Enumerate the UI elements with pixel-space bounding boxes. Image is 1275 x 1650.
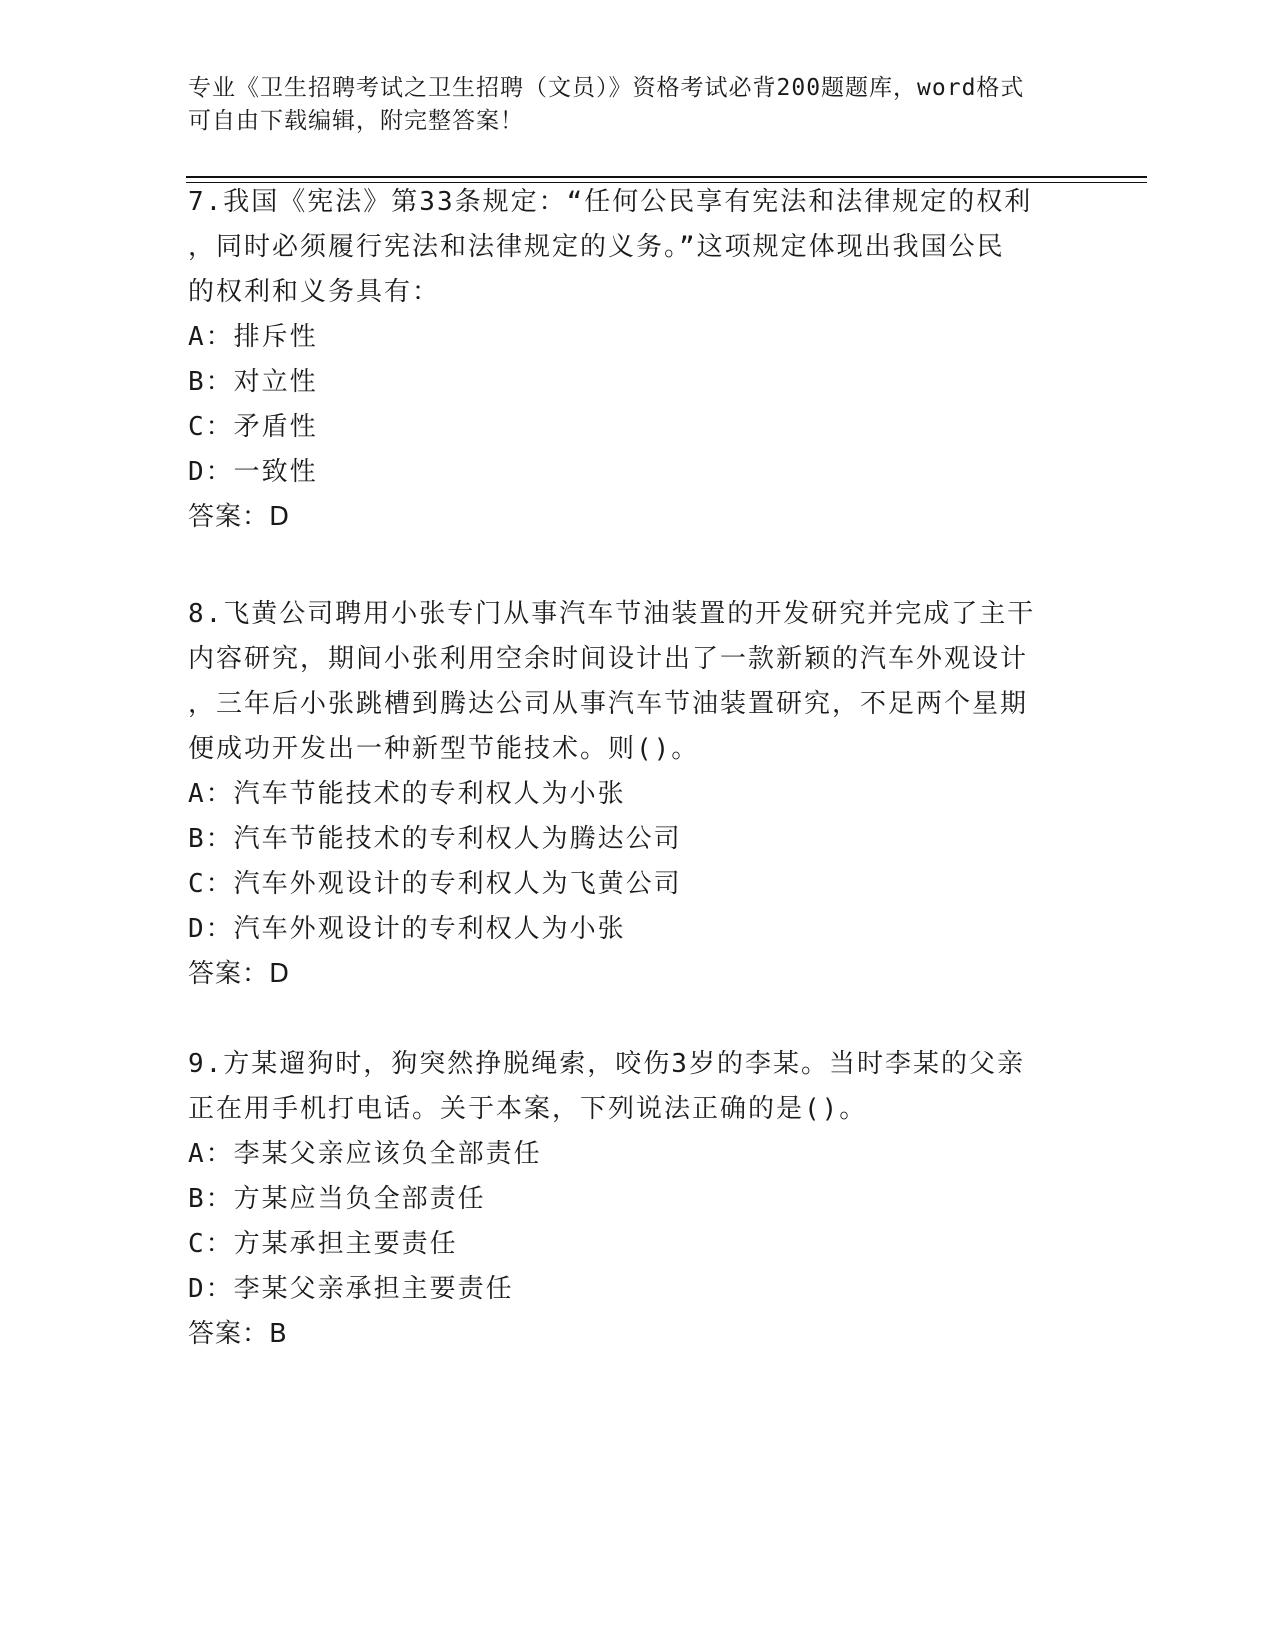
option-a: A：李某父亲应该负全部责任	[188, 1139, 542, 1169]
header-line: 专业《卫生招聘考试之卫生招聘（文员）》资格考试必背200题题库，word格式	[188, 75, 1025, 101]
option-b: B：对立性	[188, 367, 318, 397]
question-text-line: 内容研究，期间小张利用空余时间设计出了一款新颖的汽车外观设计	[188, 644, 1029, 674]
question-block	[188, 592, 1088, 997]
question-text-line: 便成功开发出一种新型节能技术。则()。	[188, 734, 700, 764]
question-block	[188, 180, 1088, 540]
option-b: B：汽车节能技术的专利权人为腾达公司	[188, 824, 682, 854]
option-c: C：方某承担主要责任	[188, 1229, 458, 1259]
question-text-line: 8.飞黄公司聘用小张专门从事汽车节油装置的开发研究并完成了主干	[188, 599, 1036, 629]
option-d: D：汽车外观设计的专利权人为小张	[188, 914, 626, 944]
question-block	[188, 1042, 1088, 1357]
question-text-line: 的权利和义务具有：	[188, 277, 441, 307]
question-text-line: 7.我国《宪法》第33条规定：“任何公民享有宪法和法律规定的权利	[188, 187, 1033, 217]
document-header	[188, 72, 1088, 138]
option-a: A：汽车节能技术的专利权人为小张	[188, 779, 626, 809]
option-a: A：排斥性	[188, 322, 318, 352]
option-d: D：一致性	[188, 457, 318, 487]
header-rule-thick	[186, 176, 1147, 178]
answer-line: 答案：D	[188, 959, 291, 989]
option-c: C：汽车外观设计的专利权人为飞黄公司	[188, 869, 682, 899]
question-text-line: 正在用手机打电话。关于本案，下列说法正确的是()。	[188, 1094, 868, 1124]
question-text-line: ，同时必须履行宪法和法律规定的义务。”这项规定体现出我国公民	[188, 232, 1005, 262]
option-c: C：矛盾性	[188, 412, 318, 442]
question-text-line: ，三年后小张跳槽到腾达公司从事汽车节油装置研究，不足两个星期	[188, 689, 1029, 719]
header-line: 可自由下载编辑，附完整答案！	[188, 108, 524, 134]
answer-line: 答案：B	[188, 1319, 288, 1349]
question-text-line: 9.方某遛狗时，狗突然挣脱绳索，咬伤3岁的李某。当时李某的父亲	[188, 1049, 1025, 1079]
answer-line: 答案：D	[188, 502, 291, 532]
option-b: B：方某应当负全部责任	[188, 1184, 486, 1214]
option-d: D：李某父亲承担主要责任	[188, 1274, 514, 1304]
